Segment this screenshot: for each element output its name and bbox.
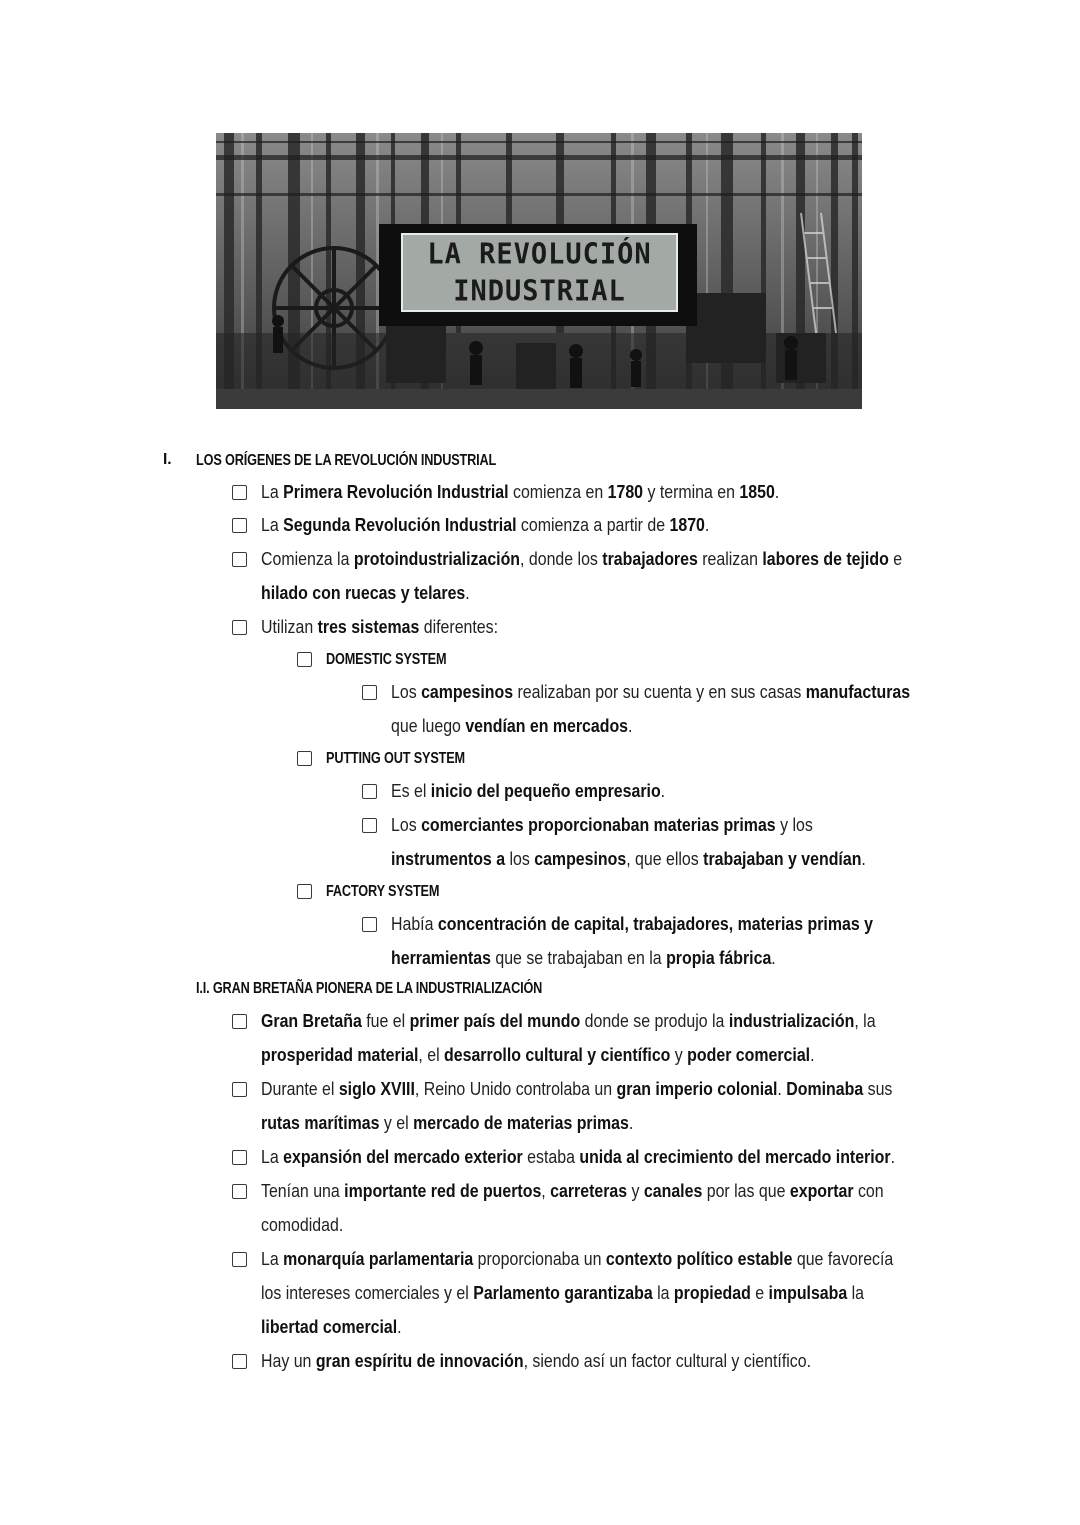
checkbox[interactable] — [232, 1150, 247, 1165]
item-text-continued: los intereses comerciales y el Parlamento garantizaba la propiedad e impulsaba la — [261, 1282, 865, 1303]
page-title — [401, 233, 678, 312]
system-name: PUTTING OUT SYSTEM — [326, 750, 465, 767]
checkbox[interactable] — [232, 552, 247, 567]
title-line-2: INDUSTRIAL — [453, 274, 626, 308]
checkbox[interactable] — [297, 884, 312, 899]
item-text: La expansión del mercado exterior estaba unida al crecimiento del mercado interior. — [261, 1146, 896, 1167]
checkbox[interactable] — [297, 652, 312, 667]
checkbox[interactable] — [232, 1082, 247, 1097]
checkbox[interactable] — [232, 1014, 247, 1029]
title-line-1: LA REVOLUCIÓN — [427, 237, 652, 271]
checkbox[interactable] — [362, 784, 377, 799]
checkbox[interactable] — [362, 917, 377, 932]
item-text: Gran Bretaña fue el primer país del mundo donde se produjo la industrialización, la — [261, 1010, 876, 1031]
subsection-heading: I.I. GRAN BRETAÑA PIONERA DE LA INDUSTRIALIZACIÓN — [196, 980, 543, 997]
system-name: FACTORY SYSTEM — [326, 883, 440, 900]
checkbox[interactable] — [232, 1252, 247, 1267]
item-text-continued: herramientas que se trabajaban en la propia fábrica. — [391, 947, 776, 968]
item-text: Los comerciantes proporcionaban materias primas y los — [391, 814, 813, 835]
checkbox[interactable] — [232, 518, 247, 533]
item-text-continued: prosperidad material, el desarrollo cultural y científico y poder comercial. — [261, 1044, 815, 1065]
checkbox[interactable] — [362, 818, 377, 833]
checkbox[interactable] — [232, 1184, 247, 1199]
item-text: La monarquía parlamentaria proporcionaba un contexto político estable que favorecía — [261, 1248, 894, 1269]
item-text: La Primera Revolución Industrial comienza en 1780 y termina en 1850. — [261, 481, 780, 502]
item-text: Tenían una importante red de puertos, carreteras y canales por las que exportar con — [261, 1180, 884, 1201]
item-text: Los campesinos realizaban por su cuenta y en sus casas manufacturas — [391, 681, 911, 702]
item-text: Utilizan tres sistemas diferentes: — [261, 616, 499, 637]
checkbox[interactable] — [232, 485, 247, 500]
item-text-continued: libertad comercial. — [261, 1316, 402, 1337]
item-text-continued: hilado con ruecas y telares. — [261, 582, 470, 603]
checkbox[interactable] — [297, 751, 312, 766]
checkbox[interactable] — [232, 620, 247, 635]
checkbox[interactable] — [232, 1354, 247, 1369]
section-number: I. — [163, 451, 172, 468]
section-heading: LOS ORÍGENES DE LA REVOLUCIÓN INDUSTRIAL — [196, 452, 497, 469]
item-text-continued: instrumentos a los campesinos, que ellos trabajaban y vendían. — [391, 848, 866, 869]
item-text-continued: rutas marítimas y el mercado de materias primas. — [261, 1112, 634, 1133]
item-text: Hay un gran espíritu de innovación, siendo así un factor cultural y científico. — [261, 1350, 812, 1371]
item-text-continued: que luego vendían en mercados. — [391, 715, 633, 736]
item-text: La Segunda Revolución Industrial comienza a partir de 1870. — [261, 514, 710, 535]
system-name: DOMESTIC SYSTEM — [326, 651, 447, 668]
item-text: Comienza la protoindustrialización, donde los trabajadores realizan labores de tejido e — [261, 548, 903, 569]
item-text: Durante el siglo XVIII, Reino Unido controlaba un gran imperio colonial. Dominaba sus — [261, 1078, 893, 1099]
item-text: Es el inicio del pequeño empresario. — [391, 780, 666, 801]
item-text: Había concentración de capital, trabajadores, materias primas y — [391, 913, 873, 934]
checkbox[interactable] — [362, 685, 377, 700]
item-text-continued: comodidad. — [261, 1214, 344, 1235]
